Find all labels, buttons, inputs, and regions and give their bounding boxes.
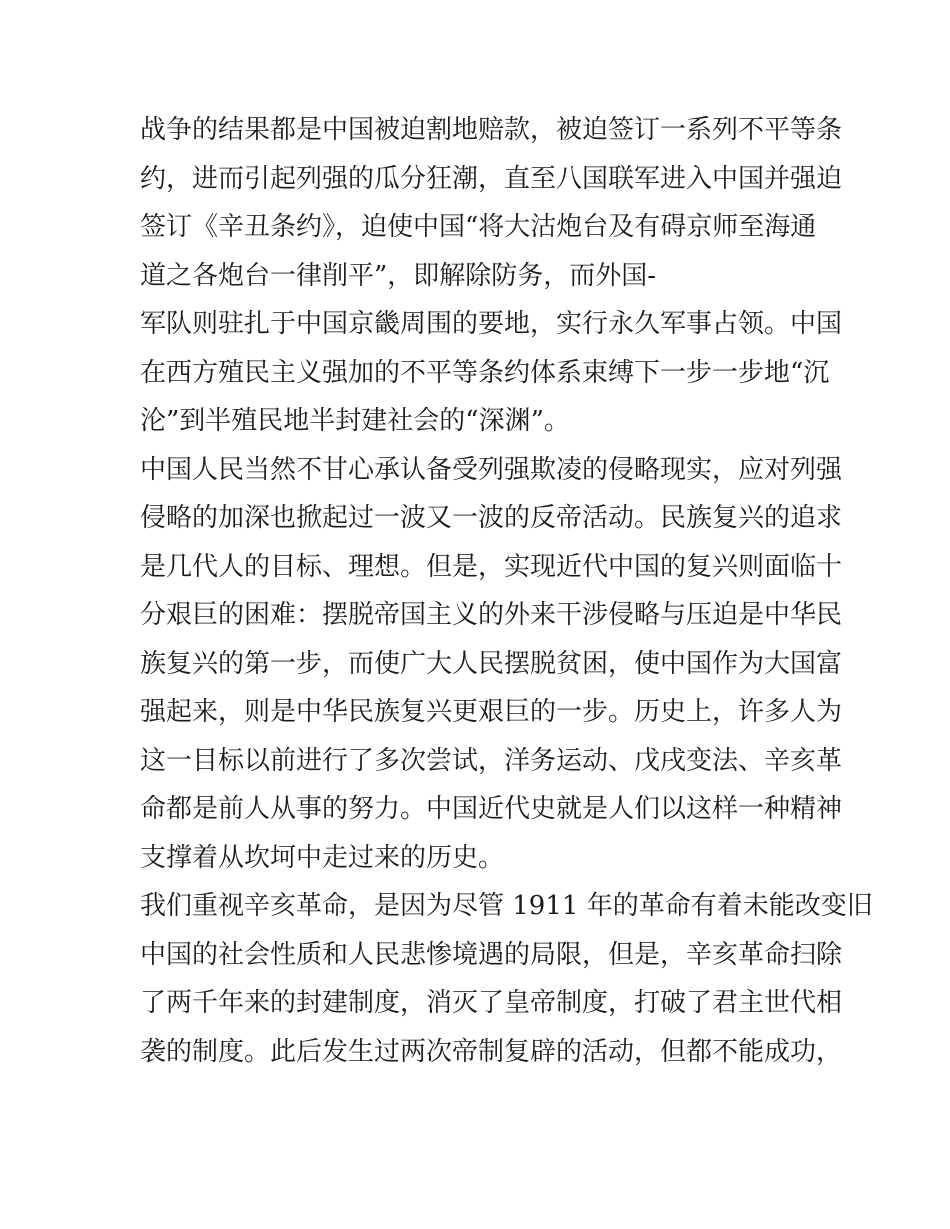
text-line: 袭的制度。此后发生过两次帝制复辟的活动，但都不能成功， [140, 1036, 843, 1067]
text-line: 签订《辛丑条约》，迫使中国“将大沽炮台及有碍京师至海通 [140, 212, 817, 242]
text-line: 中国的社会性质和人民悲惨境遇的局限，但是，辛亥革命扫除 [140, 939, 843, 970]
text-line: 在西方殖民主义强加的不平等条约体系束缚下一步一步地“沉 [140, 357, 830, 388]
text-line: 支撑着从坎坷中走过来的历史。 [140, 842, 505, 873]
text-line: 道之各炮台一律削平”，即解除防务，而外国- [140, 260, 657, 291]
text-line: 约，进而引起列强的瓜分狂潮，直至八国联军进入中国并强迫 [140, 163, 843, 194]
text-line: 强起来，则是中华民族复兴更艰巨的一步。历史上，许多人为 [140, 697, 843, 727]
text-line: 中国人民当然不甘心承认备受列强欺凌的侵略现实，应对列强 [140, 454, 843, 485]
text-line: 族复兴的第一步，而使广大人民摆脱贫困，使中国作为大国富 [140, 648, 843, 679]
text-line: 命都是前人从事的努力。中国近代史就是人们以这样一种精神 [140, 794, 843, 824]
text-line: 战争的结果都是中国被迫割地赔款，被迫签订一系列不平等条 [140, 115, 843, 145]
text-line: 军队则驻扎于中国京畿周围的要地，实行永久军事占领。中国 [140, 309, 843, 339]
text-line: 这一目标以前进行了多次尝试，洋务运动、戊戌变法、辛亥革 [140, 745, 843, 776]
body-text [140, 106, 873, 1076]
text-line: 是几代人的目标、理想。但是，实现近代中国的复兴则面临十 [140, 551, 843, 582]
text-line: 我们重视辛亥革命，是因为尽管 1911 年的革命有着未能改变旧 [140, 891, 873, 921]
text-line: 分艰巨的困难：摆脱帝国主义的外来干涉侵略与压迫是中华民 [140, 600, 843, 630]
text-line: 沦”到半殖民地半封建社会的“深渊”。 [140, 406, 570, 436]
text-line: 侵略的加深也掀起过一波又一波的反帝活动。民族复兴的追求 [140, 503, 843, 533]
text-line: 了两千年来的封建制度，消灭了皇帝制度，打破了君主世代相 [140, 988, 843, 1018]
